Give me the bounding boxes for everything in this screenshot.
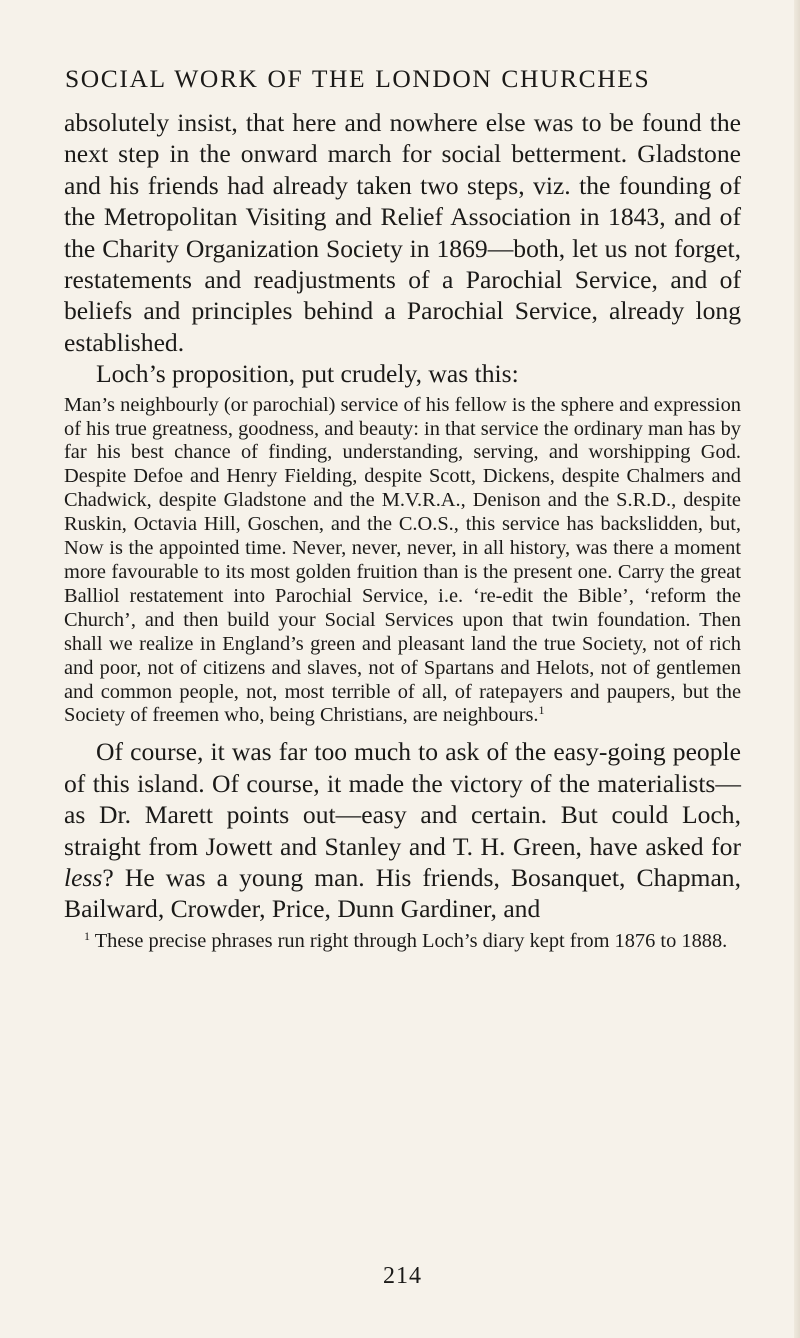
book-page (64, 62, 741, 1289)
footnote (64, 930, 741, 954)
page-number: 214 (383, 1263, 422, 1289)
paragraph-text-start: Of course, it was far too much to ask of the easy-going people of this island. Of course, it made the victory of the materialists—as Dr. Marett points out—easy and certain. But could Loch, straight from Jowett and Stanley and T. H. Green, have asked for (64, 737, 741, 861)
running-head: SOCIAL WORK OF THE LONDON CHURCHES (65, 64, 651, 93)
block-quote (64, 394, 741, 729)
paragraph-of-course (64, 736, 741, 924)
footnote-text: These precise phrases run right through Loch’s diary kept from 1876 to 1888. (90, 929, 728, 952)
page-edge-shadow (794, 0, 800, 1338)
block-quote-text: Man’s neighbourly (or parochial) service of his fellow is the sphere and expression of his true greatness, goodness, and beauty: in that service the ordinary man has by far his best chance of finding, understanding, serving, and worshipping God. Despite Defoe and Henry Fielding, despite Scott, Dickens, despite Chalmers and Chadwick, despite Gladstone and the M.V.R.A., Denison and the S.R.D., despite Ruskin, Octavia Hill, Goschen, and the C.O.S., this service has backslidden, but, Now is the appointed time. Never, never, never, in all history, was there a moment more favourable to its most golden fruition than is the present one. Carry the great Balliol restatement into Parochial Service, i.e. ‘re-edit the Bible’, ‘reform the Church’, and then build your Social Services upon that twin foundation. Then shall we realize in England’s green and pleasant land the true Society, not of rich and poor, not of citizens and slaves, not of Spartans and Helots, not of gentlemen and common people, not, most terrible of all, of ratepayers and paupers, but the Society of freemen who, being Christians, are neighbours. (64, 393, 741, 727)
footnote-reference-marker: 1 (538, 703, 545, 718)
paragraph-text-end: ? He was a young man. His friends, Bosanquet, Chapman, Bailward, Crowder, Price, Dunn Gardiner, and (64, 862, 741, 924)
italic-emphasis: less (64, 862, 103, 892)
paragraph-proposition-intro: Loch’s proposition, put crudely, was this: (96, 359, 519, 389)
footnote-marker: 1 (84, 928, 90, 943)
paragraph-continuation: absolutely insist, that here and nowhere else was to be found the next step in the onward march for social betterment. Gladstone and his friends had already taken two steps, viz. the founding of the Metropolitan Visiting and Relief Association in 1843, and of the Charity Organization Society in 1869—both, let us not forget, restatements and readjustments of a Parochial Service, and of beliefs and principles behind a Parochial Service, already long established. (64, 108, 741, 357)
